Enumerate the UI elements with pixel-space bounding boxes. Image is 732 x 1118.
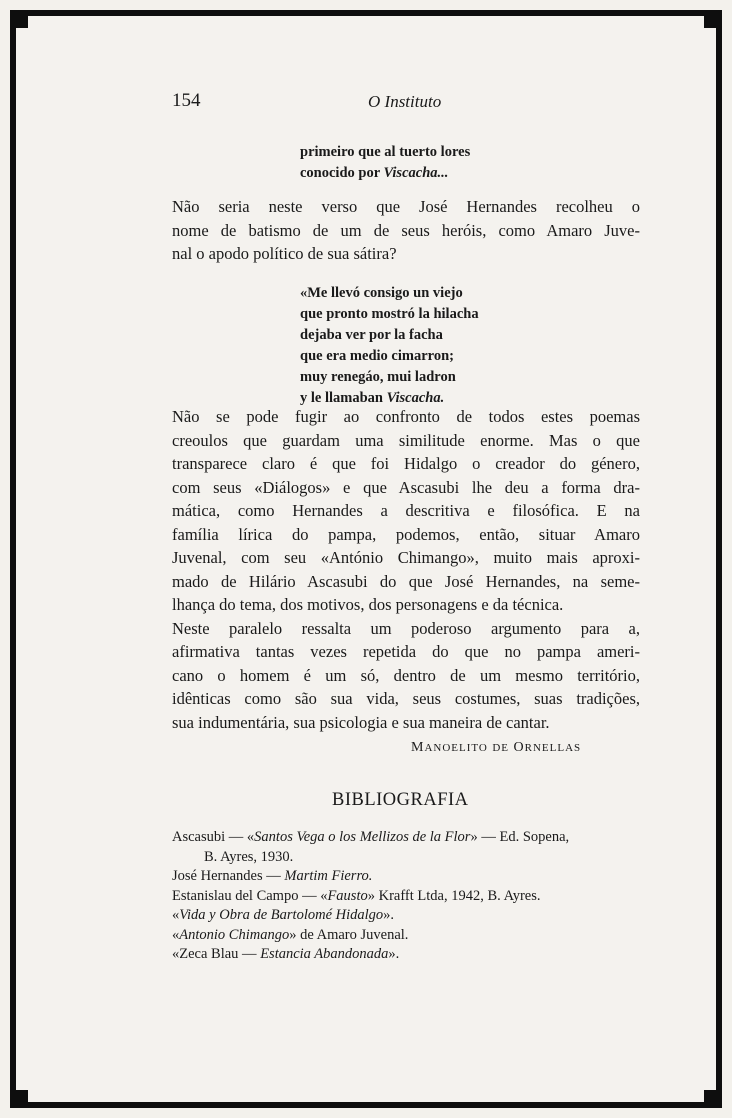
bibliography-entry: José Hernandes — Martim Fierro. xyxy=(172,868,373,884)
corner-mark xyxy=(16,1090,28,1102)
text-line: nal o apodo político de sua sátira? xyxy=(172,244,397,263)
verse-quote-1 xyxy=(300,142,470,184)
author-signature: MANOELITO DE ORNELLAS xyxy=(411,740,582,755)
corner-mark xyxy=(16,16,28,28)
text-line: com seus «Diálogos» e que Ascasubi lhe deu a forma dra- xyxy=(172,477,640,497)
text-line: creoulos que guardam uma similitude enorme. Mas o que xyxy=(172,430,640,450)
page-number: 154 xyxy=(172,90,201,111)
verse-line: y le llamaban Viscacha. xyxy=(300,390,445,406)
text-line: lhança do tema, dos motivos, dos personagens e da técnica. xyxy=(172,595,564,614)
paragraph-2 xyxy=(172,405,640,734)
verse-quote-2 xyxy=(300,283,479,409)
corner-mark xyxy=(704,1090,716,1102)
text-line: mática, como Hernandes a descritiva e filosófica. E na xyxy=(172,501,640,520)
verse-line: dejaba ver por la facha xyxy=(300,327,443,343)
bibliography-entry: Ascasubi — «Santos Vega o los Mellizos de la Flor» — Ed. Sopena, xyxy=(172,829,570,845)
text-line: Neste paralelo ressalta um poderoso argumento para a, xyxy=(172,618,640,638)
text-line: idênticas como são sua vida, seus costumes, suas tradições, xyxy=(172,689,640,708)
text-line: nome de batismo de um de seus heróis, como Amaro Juve- xyxy=(172,220,640,240)
verse-line: que era medio cimarron; xyxy=(300,348,454,364)
bibliography-entry: «Zeca Blau — Estancia Abandonada». xyxy=(172,946,400,962)
verse-line: «Me llevó consigo un viejo xyxy=(300,285,463,301)
bibliography-entry: «Antonio Chimango» de Amaro Juvenal. xyxy=(172,926,409,943)
paragraph-1 xyxy=(172,195,640,266)
verse-line: que pronto mostró la hilacha xyxy=(300,306,479,322)
running-title: O Instituto xyxy=(368,92,442,111)
corner-mark xyxy=(704,16,716,28)
bibliography-heading: BIBLIOGRAFIA xyxy=(332,790,469,810)
text-line: Juvenal, com seu «António Chimango», muito mais aproxi- xyxy=(172,548,640,567)
text-line: sua indumentária, sua psicologia e sua maneira de cantar. xyxy=(172,712,550,732)
text-line: família lírica do pampa, podemos, então, situar Amaro xyxy=(172,524,640,544)
text-line: afirmativa tantas vezes repetida do que no pampa ameri- xyxy=(172,642,640,661)
bibliography-entry: «Vida y Obra de Bartolomé Hidalgo». xyxy=(172,907,395,923)
text-line: Não seria neste verso que José Hernandes recolheu o xyxy=(172,197,640,216)
text-line: transparece claro é que foi Hidalgo o creador do género, xyxy=(172,454,640,473)
text-line: Não se pode fugir ao confronto de todos estes poemas xyxy=(172,407,640,426)
bibliography-list xyxy=(172,828,640,965)
bibliography-entry: Estanislau del Campo — «Fausto» Krafft Ltda, 1942, B. Ayres. xyxy=(172,887,541,904)
text-line: mado de Hilário Ascasubi do que José Hernandes, na seme- xyxy=(172,571,640,591)
verse-line: muy renegáo, mui ladron xyxy=(300,369,456,385)
verse-line: primeiro que al tuerto lores xyxy=(300,144,471,160)
verse-line: conocido por Viscacha... xyxy=(300,165,449,181)
text-line: cano o homem é um só, dentro de um mesmo território, xyxy=(172,665,640,685)
bibliography-entry-continuation: B. Ayres, 1930. xyxy=(204,848,294,865)
